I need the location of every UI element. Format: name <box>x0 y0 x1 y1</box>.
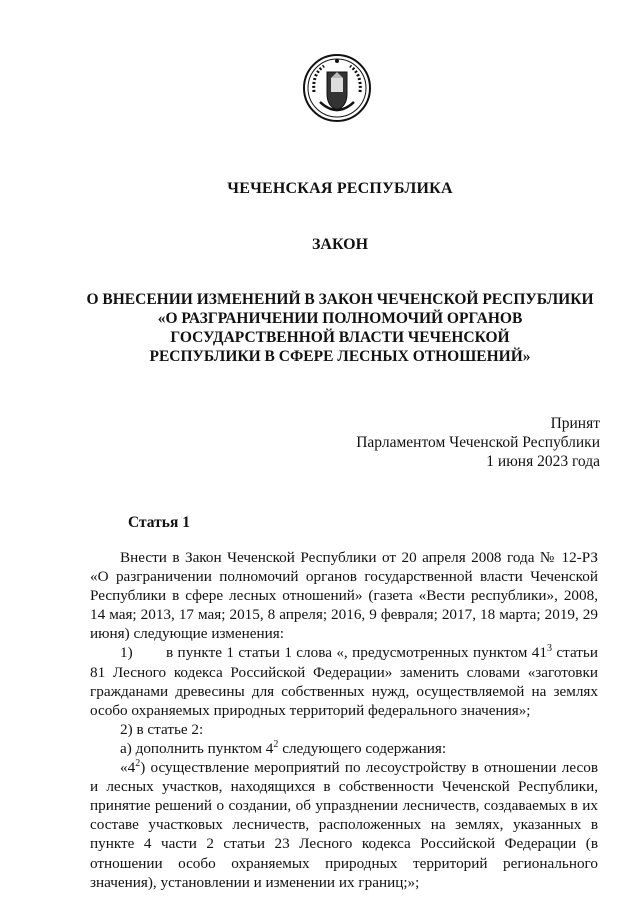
list-item: 2) в статье 2: <box>120 720 204 738</box>
adoption-status: Принят <box>550 415 600 432</box>
item-number: 1) <box>120 644 133 662</box>
law-title-line: «О РАЗГРАНИЧЕНИИ ПОЛНОМОЧИЙ ОРГАНОВ <box>157 310 523 327</box>
article-body <box>90 548 598 892</box>
sub-item <box>90 739 598 758</box>
item-text: в пункте 1 статьи 1 слова «, предусмотренных пунктом 41 <box>166 644 547 662</box>
law-title <box>60 290 620 366</box>
item-text: следующего содержания: <box>278 739 447 757</box>
superscript: 2 <box>135 757 141 769</box>
adoption-date: 1 июня 2023 года <box>486 453 600 470</box>
superscript: 3 <box>547 643 552 655</box>
law-title-line: О ВНЕСЕНИИ ИЗМЕНЕНИЙ В ЗАКОН ЧЕЧЕНСКОЙ РЕСПУБЛИКИ <box>86 291 594 308</box>
document-type: ЗАКОН <box>311 236 369 253</box>
adoption-block <box>356 414 600 471</box>
item-text: «4 <box>120 759 136 777</box>
item-text: статьи 81 Лесного кодекса Российской Федерации» заменить словами «заготовки гражданами древесины для собственных нужд, осуществляемой на землях особо охраняемых природных территорий федерального значения»; <box>90 644 598 719</box>
law-title-line: РЕСПУБЛИКИ В СФЕРЕ ЛЕСНЫХ ОТНОШЕНИЙ» <box>149 348 531 365</box>
article-heading: Статья 1 <box>128 514 190 531</box>
republic-name: ЧЕЧЕНСКАЯ РЕСПУБЛИКА <box>227 180 453 197</box>
law-title-line: ГОСУДАРСТВЕННОЙ ВЛАСТИ ЧЕЧЕНСКОЙ <box>170 329 510 346</box>
article-intro: Внести в Закон Чеченской Республики от 20 апреля 2008 года № 12-РЗ «О разграничении полномочий органов государственной власти Чеченской Республики в сфере лесных отношений» (газета «Вести республики», 2008, 14 мая; 2013, 17 мая; 2015, 8 апреля; 2016, 9 февраля; 2017, 18 марта; 2019, 29 июня) следующие изменения: <box>90 549 598 643</box>
list-item <box>90 643 598 719</box>
adoption-body: Парламентом Чеченской Республики <box>356 434 600 451</box>
quoted-text <box>90 758 598 892</box>
superscript: 2 <box>273 738 279 750</box>
item-text: ) осуществление мероприятий по лесоустройству в отношении лесов и лесных участков, находящихся в собственности Чеченской Республики, принятие решений о создании, об упразднении лесничеств, создаваемых в их составе участковых лесничеств, расположенных на землях, указанных в пункте 4 части 2 статьи 23 Лесного кодекса Российской Федерации (в отношении особо охраняемых природных территорий регионального значения), установлении и изменении их границ;»; <box>90 759 598 891</box>
coat-of-arms-icon <box>302 52 372 124</box>
item-text: а) дополнить пунктом 4 <box>120 739 274 757</box>
